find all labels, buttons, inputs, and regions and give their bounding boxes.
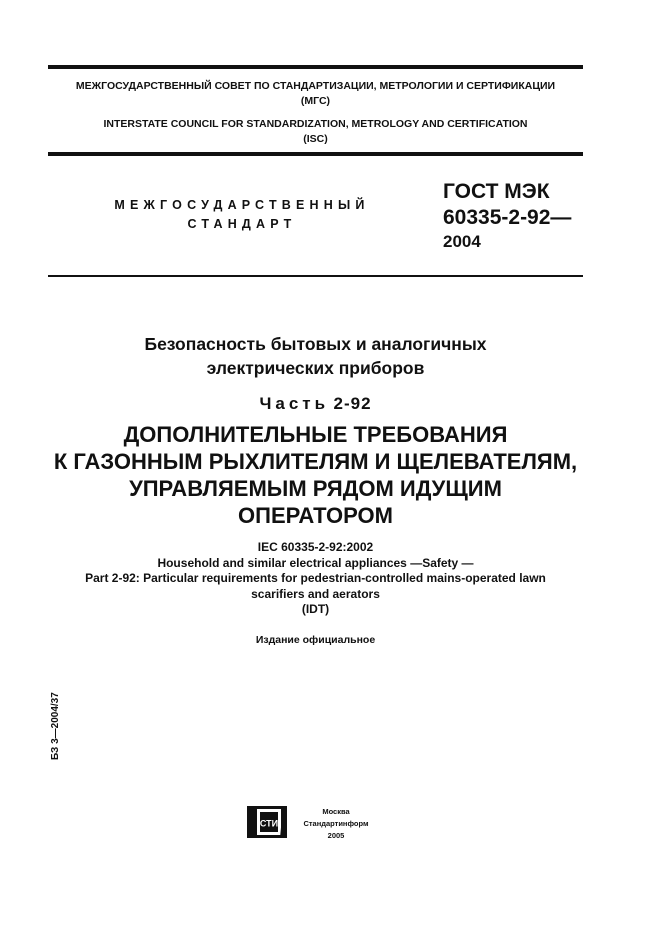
iec-line2: Part 2-92: Particular requirements for pedestrian-controlled mains-operated lawn [85,571,546,585]
main-title-line1: ДОПОЛНИТЕЛЬНЫЕ ТРЕБОВАНИЯ [123,422,508,447]
edition-label: Издание официальное [255,634,376,646]
iec-line3: scarifiers and aerators [251,586,380,601]
council-ru-line: МЕЖГОСУДАРСТВЕННЫЙ СОВЕТ ПО СТАНДАРТИЗАЦИИ, МЕТРОЛОГИИ И СЕРТИФИКАЦИИ [75,80,556,92]
gost-designation [443,179,571,253]
iec-idt: (IDT) [301,602,330,616]
council-en-abbr: (ISC) [303,133,328,145]
publisher-logo-icon [247,806,287,838]
gost-line2: 60335-2-92— [443,206,572,229]
publisher-logo-text: СТИ [259,818,279,829]
main-title [48,421,583,529]
gost-line1: ГОСТ МЭК [443,180,550,203]
council-en-line: INTERSTATE COUNCIL FOR STANDARDIZATION, METROLOGY AND CERTIFICATION [103,118,528,130]
iec-reference [48,540,583,618]
standard-type-line2: СТАНДАРТ [187,217,297,231]
designation-rule [48,275,583,277]
subtitle [48,332,583,380]
part-number: 2-92 [333,394,372,413]
subtitle-line1: Безопасность бытовых и аналогичных [144,334,487,354]
main-title-line4: ОПЕРАТОРОМ [238,503,393,528]
iec-code: IEC 60335-2-92:2002 [257,540,374,554]
main-title-line2: К ГАЗОННЫМ РЫХЛИТЕЛЯМ И ЩЕЛЕВАТЕЛЯМ, [53,449,578,474]
standard-type [112,196,372,234]
publisher-year: 2005 [327,831,345,840]
main-title-line3: УПРАВЛЯЕМЫМ РЯДОМ ИДУЩИМ [129,476,502,501]
part-heading [48,394,583,414]
publisher-imprint [292,806,380,842]
council-rule [48,152,583,156]
iec-line1: Household and similar electrical appliances —Safety — [157,555,474,570]
standard-type-line1: МЕЖГОСУДАРСТВЕННЫЙ [114,198,370,212]
subtitle-line2: электрических приборов [206,358,425,378]
publisher-city: Москва [322,807,350,816]
gost-year: 2004 [443,232,481,251]
council-ru-abbr: (МГС) [300,95,331,107]
part-word: Часть [259,394,330,413]
publisher-name: Стандартинформ [303,819,369,828]
top-rule [48,65,583,69]
side-code: БЗ 3—2004/37 [50,692,61,760]
council-block [48,79,583,147]
